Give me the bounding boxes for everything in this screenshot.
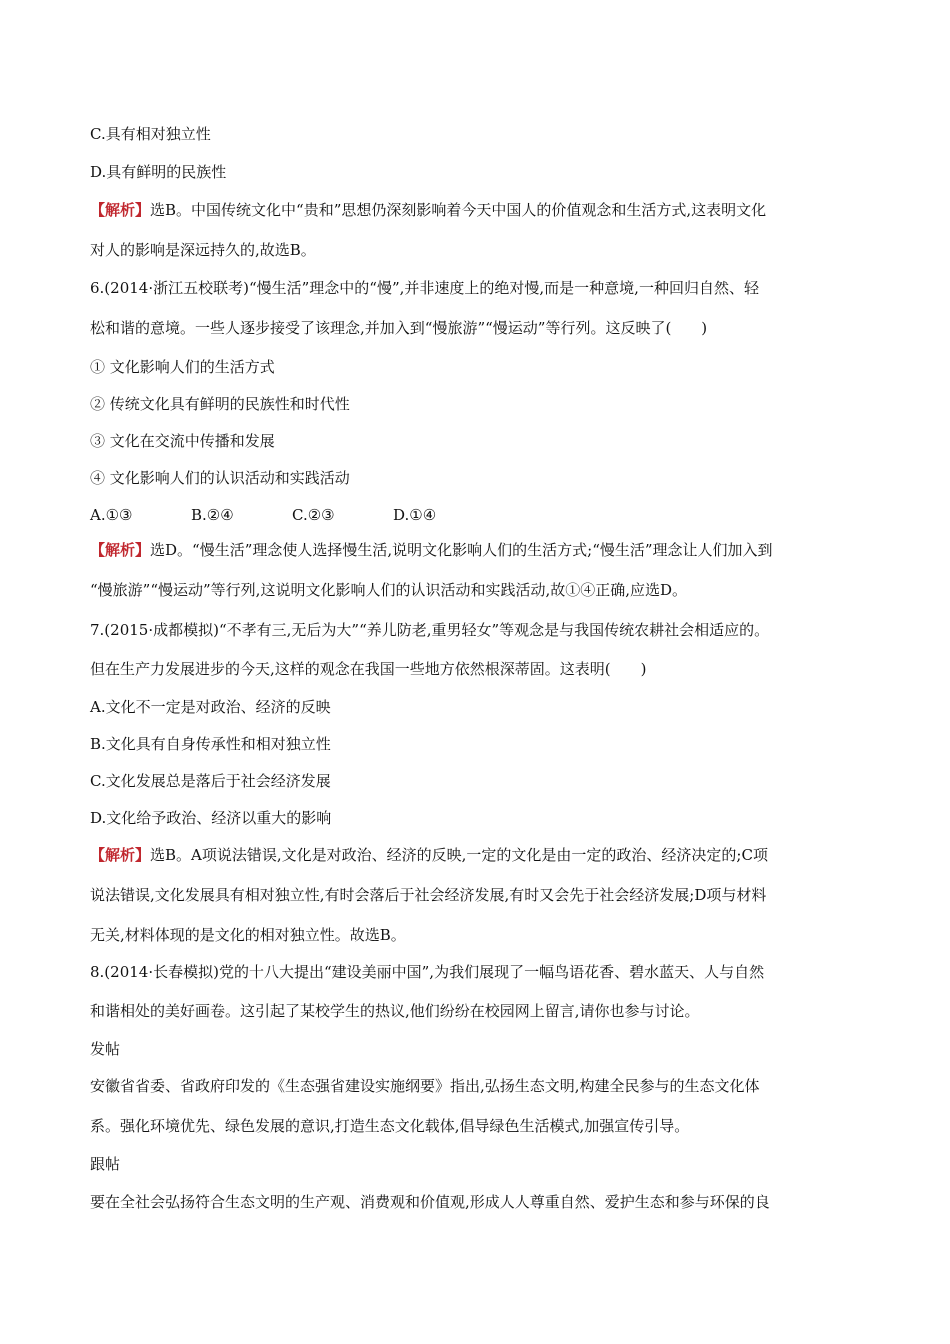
q8-reply-line-1: 要在全社会弘扬符合生态文明的生产观、消费观和价值观,形成人人尊重自然、爱护生态和参与环保的良 (90, 1193, 770, 1211)
q8-stem-line-1: 8.(2014·长春模拟)党的十八大提出“建设美丽中国”,为我们展现了一幅鸟语花香、碧水蓝天、人与自然 (90, 963, 765, 981)
q7-analysis-line-1 (90, 845, 890, 865)
q7-option-b: B.文化具有自身传承性和相对独立性 (90, 735, 331, 753)
q8-post-line-1: 安徽省省委、省政府印发的《生态强省建设实施纲要》指出,弘扬生态文明,构建全民参与的生态文化体 (90, 1077, 760, 1095)
q7-analysis-line-2: 说法错误,文化发展具有相对独立性,有时会落后于社会经济发展,有时又会先于社会经济发展;D项与材料 (90, 886, 767, 904)
q8-post-label: 发帖 (90, 1040, 121, 1058)
q8-reply-label: 跟帖 (90, 1155, 121, 1173)
q5-option-d: D.具有鲜明的民族性 (90, 163, 227, 181)
analysis-tag: 【解析】 (90, 846, 151, 864)
q7-option-c: C.文化发展总是落后于社会经济发展 (90, 772, 331, 790)
q5-analysis-line-2: 对人的影响是深远持久的,故选B。 (90, 241, 316, 259)
q5-analysis-line-1 (90, 200, 890, 220)
q6-stem-line-1: 6.(2014·浙江五校联考)“慢生活”理念中的“慢”,并非速度上的绝对慢,而是一种意境,一种回归自然、轻 (90, 279, 759, 297)
q7-option-a: A.文化不一定是对政治、经济的反映 (90, 698, 331, 716)
q6-analysis-line-1 (90, 540, 890, 560)
q6-option-c: C.②③ (292, 506, 335, 524)
analysis-text: 选D。“慢生活”理念使人选择慢生活,说明文化影响人们的生活方式;“慢生活”理念让人们加入到 (150, 541, 773, 559)
q6-option-b: B.②④ (191, 506, 234, 524)
q7-analysis-line-3: 无关,材料体现的是文化的相对独立性。故选B。 (90, 926, 406, 944)
q6-options (90, 505, 890, 525)
analysis-tag: 【解析】 (90, 201, 151, 219)
q6-option-a: A.①③ (90, 506, 133, 524)
q6-item-4: ④ 文化影响人们的认识活动和实践活动 (90, 469, 350, 487)
q6-item-1: ① 文化影响人们的生活方式 (90, 358, 275, 376)
q7-stem-line-1: 7.(2015·成都模拟)“不孝有三,无后为大”“养儿防老,重男轻女”等观念是与我国传统农耕社会相适应的。 (90, 621, 770, 639)
q6-item-3: ③ 文化在交流中传播和发展 (90, 432, 275, 450)
q8-post-line-2: 系。强化环境优先、绿色发展的意识,打造生态文化载体,倡导绿色生活模式,加强宣传引导。 (90, 1117, 690, 1135)
analysis-tag: 【解析】 (90, 541, 151, 559)
analysis-text: 选B。中国传统文化中“贵和”思想仍深刻影响着今天中国人的价值观念和生活方式,这表明文化 (150, 201, 767, 219)
q6-stem-line-2: 松和谐的意境。一些人逐步接受了该理念,并加入到“慢旅游”“慢运动”等行列。这反映了( ) (90, 319, 708, 337)
q8-stem-line-2: 和谐相处的美好画卷。这引起了某校学生的热议,他们纷纷在校园网上留言,请你也参与讨论。 (90, 1002, 700, 1020)
q6-item-2: ② 传统文化具有鲜明的民族性和时代性 (90, 395, 350, 413)
analysis-text: 选B。A项说法错误,文化是对政治、经济的反映,一定的文化是由一定的政治、经济决定的;C项 (150, 846, 768, 864)
q7-stem-line-2: 但在生产力发展进步的今天,这样的观念在我国一些地方依然根深蒂固。这表明( ) (90, 660, 647, 678)
q6-option-d: D.①④ (393, 506, 437, 524)
q7-option-d: D.文化给予政治、经济以重大的影响 (90, 809, 332, 827)
q6-analysis-line-2: “慢旅游”“慢运动”等行列,这说明文化影响人们的认识活动和实践活动,故①④正确,应选D。 (90, 581, 688, 599)
q5-option-c: C.具有相对独立性 (90, 125, 211, 143)
